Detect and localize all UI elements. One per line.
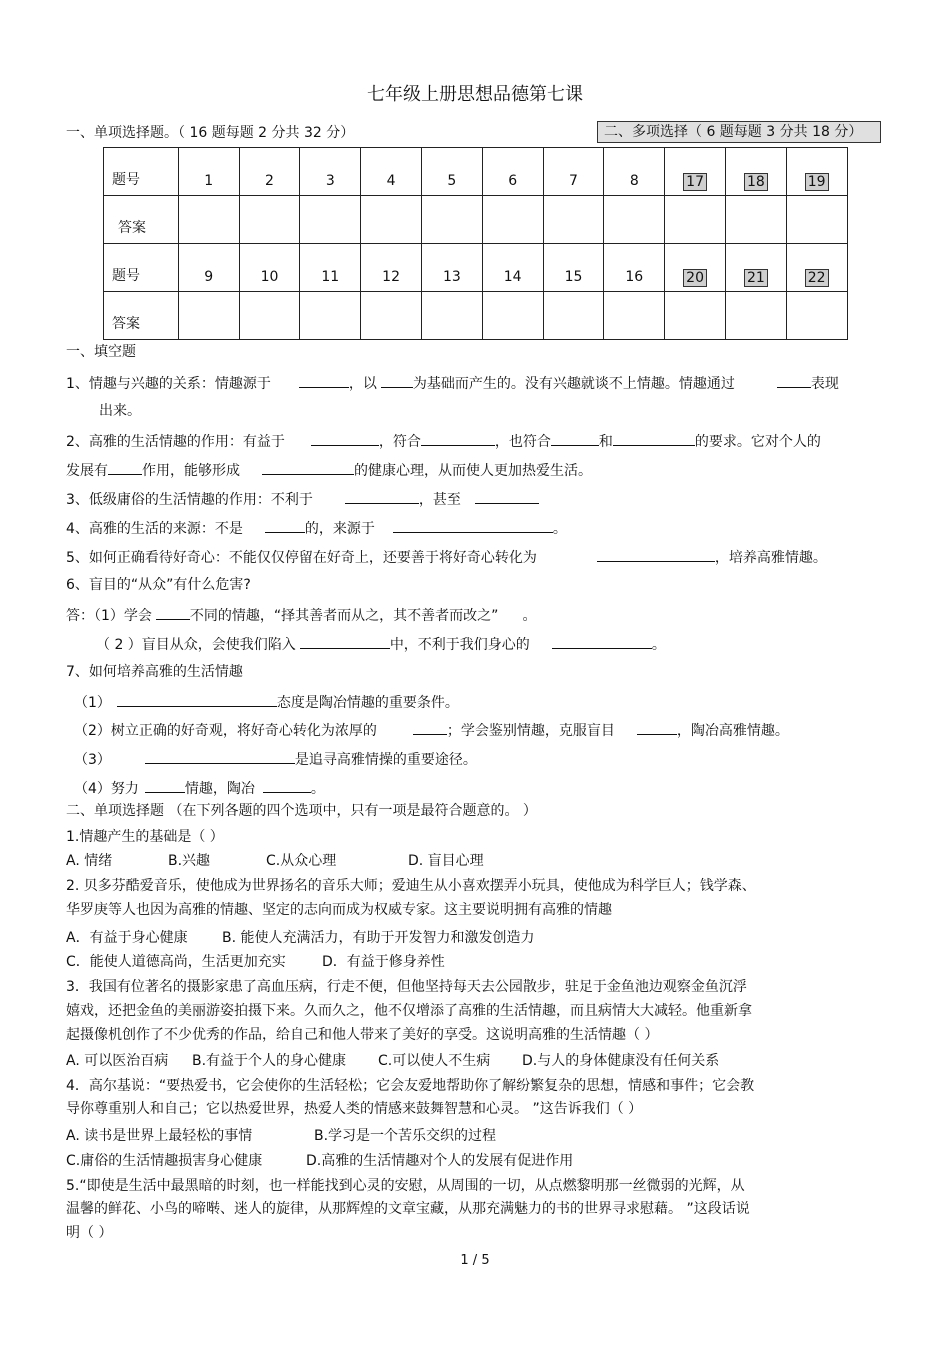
- question-1-line: 1、情趣与兴趣的关系：情趣源于 ，以 为基础而产生的。没有兴趣就谈不上情趣。情趣通过 表现: [66, 373, 839, 393]
- table-cell: 13: [421, 244, 482, 292]
- mc-q3-option-a[interactable]: A. 可以医治百病: [66, 1053, 169, 1069]
- mc-question-2-line1: 2. 贝多芬酷爱音乐，使他成为世界扬名的音乐大师；爱迪生从小喜欢摆弄小玩具，使他成为科学巨人；钱学森、: [66, 878, 756, 894]
- answer-cell[interactable]: [300, 292, 361, 340]
- answer-cell[interactable]: [725, 196, 786, 244]
- question-3-line: 3、低级庸俗的生活情趣的作用：不利于 ，甚至: [66, 489, 539, 509]
- answer-cell[interactable]: [604, 196, 665, 244]
- mc-question-5-line3: 明（ ）: [66, 1225, 113, 1241]
- table-cell: 7: [543, 148, 604, 196]
- table-cell: 11: [300, 244, 361, 292]
- mc-q3-option-b[interactable]: B.有益于个人的身心健康: [192, 1053, 347, 1069]
- mc-question-4-line1: 4．高尔基说：“要热爱书，它会使你的生活轻松；它会友爱地帮助你了解纷繁复杂的思想，情感和事件；它会教: [66, 1078, 755, 1094]
- mc-header: 二、单项选择题 （在下列各题的四个选项中，只有一项是最符合题意的。 ）: [66, 803, 537, 819]
- mc-question-4-line2: 导你尊重别人和自己；它以热爱世界，热爱人类的情感来鼓舞智慧和心灵。 ”这告诉我们（ ）: [66, 1101, 643, 1117]
- answer-cell[interactable]: [725, 292, 786, 340]
- question-5-line: 5、如何正确看待好奇心：不能仅仅停留在好奇上，还要善于将好奇心转化为 ，培养高雅情趣。: [66, 547, 827, 567]
- answer-cell[interactable]: [421, 196, 482, 244]
- table-cell: 4: [361, 148, 422, 196]
- answer-table: [103, 147, 848, 340]
- table-cell: 12: [361, 244, 422, 292]
- mc-q4-option-d[interactable]: D.高雅的生活情趣对个人的发展有促进作用: [306, 1153, 574, 1169]
- mc-q2-option-d[interactable]: D．有益于修身养性: [322, 954, 445, 970]
- mc-q1-option-c[interactable]: C.从众心理: [266, 853, 337, 869]
- table-cell: 9: [178, 244, 239, 292]
- answer-cell[interactable]: [604, 292, 665, 340]
- blank[interactable]: [156, 605, 190, 620]
- fill-header: 一、填空题: [66, 344, 136, 360]
- blank[interactable]: [299, 373, 349, 388]
- mc-q3-option-d[interactable]: D.与人的身体健康没有任何关系: [522, 1053, 720, 1069]
- answer-cell[interactable]: [786, 196, 847, 244]
- blank[interactable]: [262, 460, 354, 475]
- table-cell: 14: [482, 244, 543, 292]
- question-1-cont: 出来。: [99, 403, 141, 419]
- question-2-line: 2、高雅的生活情趣的作用：有益于 ，符合 ，也符合 和 的要求。它对个人的: [66, 431, 821, 451]
- blank[interactable]: [552, 634, 652, 649]
- answer-cell[interactable]: [665, 196, 726, 244]
- table-cell: 19: [786, 148, 847, 196]
- question-7-item-4: （4）努力 情趣，陶冶 。: [74, 778, 325, 798]
- mc-q1-option-b[interactable]: B.兴趣: [168, 853, 211, 869]
- page-title: 七年级上册思想品德第七课: [367, 84, 583, 105]
- answer-cell[interactable]: [482, 292, 543, 340]
- table-cell: 5: [421, 148, 482, 196]
- table-cell: 17: [665, 148, 726, 196]
- table-cell: 8: [604, 148, 665, 196]
- blank[interactable]: [597, 547, 715, 562]
- mc-q1-option-d[interactable]: D. 盲目心理: [408, 853, 484, 869]
- answer-cell[interactable]: [239, 292, 300, 340]
- section1-header: 一、单项选择题。（ 16 题每题 2 分共 32 分）: [66, 125, 355, 141]
- table-cell: 3: [300, 148, 361, 196]
- mc-q4-option-c[interactable]: C.庸俗的生活情趣损害身心健康: [66, 1153, 263, 1169]
- mc-question-5-line2: 温馨的鲜花、小鸟的啼啭、迷人的旋律，从那辉煌的文章宝藏，从那充满魅力的书的世界寻求慰藉。 ”这段话说: [66, 1201, 750, 1217]
- answer-cell[interactable]: [421, 292, 482, 340]
- mc-q3-option-c[interactable]: C.可以使人不生病: [378, 1053, 491, 1069]
- table-cell: 题号: [104, 148, 179, 196]
- blank[interactable]: [421, 431, 495, 446]
- answer-cell[interactable]: [178, 196, 239, 244]
- mc-question-3-line1: 3．我国有位著名的摄影家患了高血压病，行走不便，但他坚持每天去公园散步，驻足于金鱼池边观察金鱼沉浮: [66, 979, 747, 995]
- blank[interactable]: [393, 518, 553, 533]
- answer-cell[interactable]: [665, 292, 726, 340]
- mc-question-3-line2: 嬉戏，还把金鱼的美丽游姿拍摄下来。久而久之，他不仅增添了高雅的生活情趣，而且病情大大减轻。他重新拿: [66, 1003, 752, 1019]
- question-7: 7、如何培养高雅的生活情趣: [66, 664, 243, 680]
- question-6: 6、盲目的“从众”有什么危害?: [66, 577, 251, 593]
- blank[interactable]: [311, 431, 379, 446]
- table-cell: 10: [239, 244, 300, 292]
- blank[interactable]: [117, 692, 277, 707]
- section2-header: 二、多项选择（ 6 题每题 3 分共 18 分）: [597, 121, 881, 143]
- mc-question-2-line2: 华罗庚等人也因为高雅的情趣、坚定的志向而成为权威专家。这主要说明拥有高雅的情趣: [66, 902, 612, 918]
- blank[interactable]: [637, 720, 677, 735]
- blank[interactable]: [263, 778, 311, 793]
- mc-q4-option-b[interactable]: B.学习是一个苦乐交织的过程: [314, 1128, 497, 1144]
- table-row: [104, 292, 848, 340]
- mc-question-1: 1.情趣产生的基础是（ ）: [66, 829, 224, 845]
- blank[interactable]: [475, 489, 539, 504]
- mc-question-5-line1: 5.“即使是生活中最黑暗的时刻，也一样能找到心灵的安慰，从周围的一切，从点燃黎明那一丝微弱的光辉，从: [66, 1178, 745, 1194]
- question-7-item-3: （3） 是追寻高雅情操的重要途径。: [74, 749, 477, 769]
- table-cell: 1: [178, 148, 239, 196]
- mc-question-3-line3: 起摄像机创作了不少优秀的作品，给自己和他人带来了美好的享受。这说明高雅的生活情趣（ ）: [66, 1027, 659, 1043]
- question-4-line: 4、高雅的生活的来源：不是 的，来源于 。: [66, 518, 567, 538]
- mc-q1-option-a[interactable]: A. 情绪: [66, 853, 113, 869]
- answer-cell[interactable]: [239, 196, 300, 244]
- answer-cell[interactable]: [361, 196, 422, 244]
- table-cell: 2: [239, 148, 300, 196]
- blank[interactable]: [145, 778, 185, 793]
- question-7-item-2: （2）树立正确的好奇观，将好奇心转化为浓厚的 ；学会鉴别情趣，克服盲目 ，陶冶高雅情趣。: [74, 720, 789, 740]
- page-number: 1 / 5: [460, 1253, 490, 1268]
- answer-cell[interactable]: [482, 196, 543, 244]
- table-cell: 15: [543, 244, 604, 292]
- answer-cell[interactable]: [361, 292, 422, 340]
- mc-q2-option-c[interactable]: C．能使人道德高尚，生活更加充实: [66, 954, 286, 970]
- table-cell: 22: [786, 244, 847, 292]
- table-cell: 16: [604, 244, 665, 292]
- table-row: [104, 196, 848, 244]
- blank[interactable]: [265, 518, 305, 533]
- blank[interactable]: [345, 489, 419, 504]
- mc-q4-option-a[interactable]: A. 读书是世界上最轻松的事情: [66, 1128, 253, 1144]
- mc-q2-option-b[interactable]: B. 能使人充满活力，有助于开发智力和激发创造力: [222, 930, 535, 946]
- answer-cell[interactable]: [786, 292, 847, 340]
- table-cell: 6: [482, 148, 543, 196]
- answer-cell[interactable]: [543, 196, 604, 244]
- blank[interactable]: [108, 460, 142, 475]
- blank[interactable]: [613, 431, 695, 446]
- blank[interactable]: [413, 720, 447, 735]
- question-6-answer-2: （ 2 ）盲目从众，会使我们陷入 中，不利于我们身心的 。: [96, 634, 666, 654]
- blank[interactable]: [551, 431, 599, 446]
- table-row: [104, 148, 848, 196]
- table-cell: 20: [665, 244, 726, 292]
- blank[interactable]: [145, 749, 295, 764]
- blank[interactable]: [300, 634, 390, 649]
- question-2-cont: 发展有 作用，能够形成 的健康心理，从而使人更加热爱生活。: [66, 460, 592, 480]
- table-cell: 18: [725, 148, 786, 196]
- blank[interactable]: [777, 373, 811, 388]
- answer-cell[interactable]: [543, 292, 604, 340]
- table-cell: 答案: [104, 196, 179, 244]
- table-cell: 题号: [104, 244, 179, 292]
- table-cell: 答案: [104, 292, 179, 340]
- answer-cell[interactable]: [178, 292, 239, 340]
- blank[interactable]: [381, 373, 413, 388]
- question-6-answer-1: 答：（1）学会 不同的情趣，“择其善者而从之，其不善者而改之” 。: [66, 605, 536, 625]
- mc-q2-option-a[interactable]: A．有益于身心健康: [66, 930, 188, 946]
- question-7-item-1: （1） 态度是陶冶情趣的重要条件。: [74, 692, 459, 712]
- table-row: [104, 244, 848, 292]
- table-cell: 21: [725, 244, 786, 292]
- answer-cell[interactable]: [300, 196, 361, 244]
